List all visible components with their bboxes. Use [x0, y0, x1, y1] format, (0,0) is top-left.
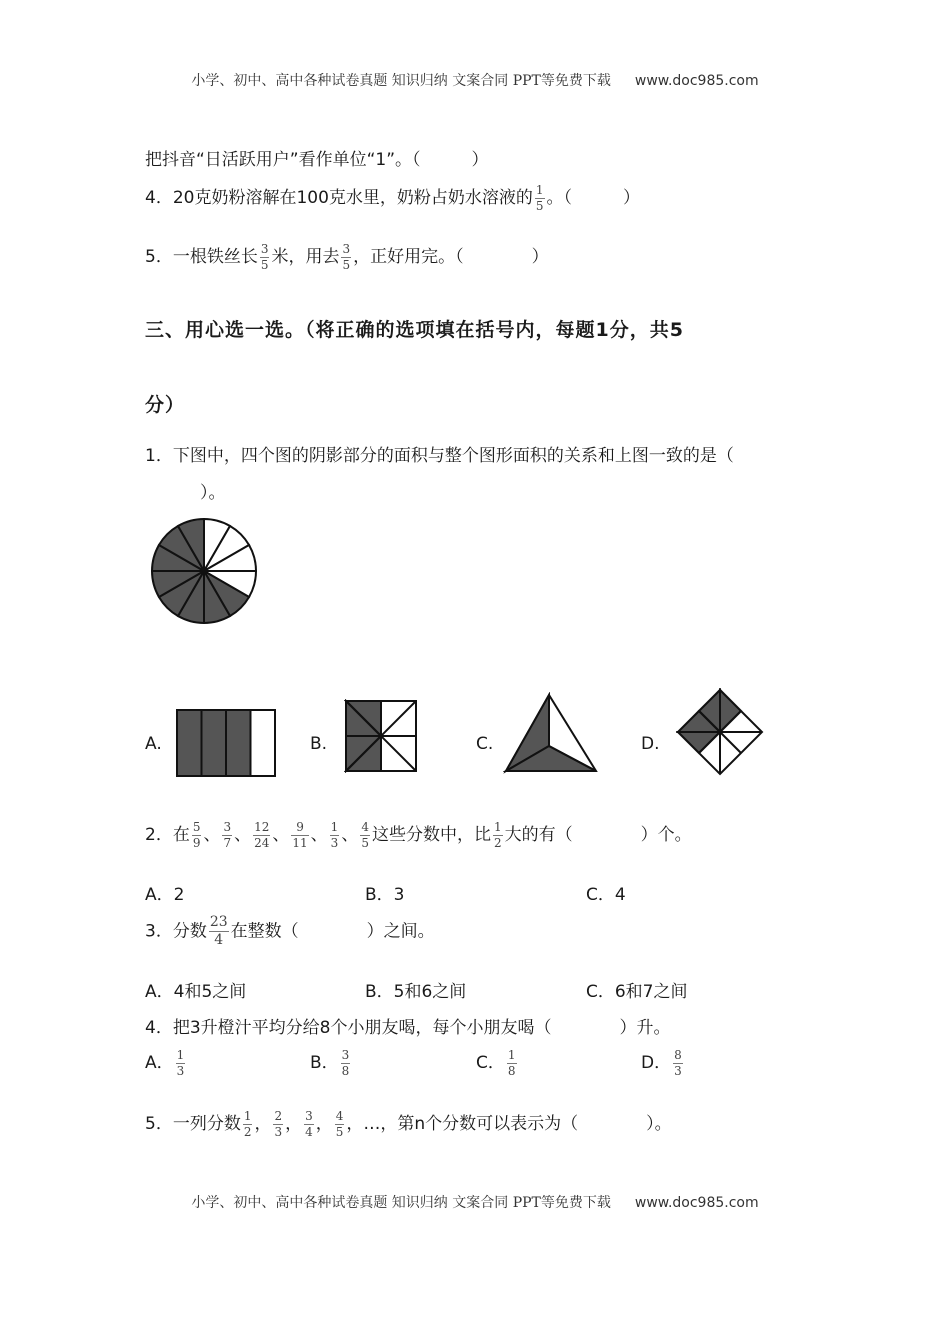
section-3-heading: 三、用心选一选。（将正确的选项填在括号内，每题1分，共5: [145, 319, 684, 341]
section-3-heading-cont: 分）: [145, 394, 186, 416]
q1-option-b-label[interactable]: B.: [310, 734, 328, 754]
fraction: $\frac{3}{5}$: [342, 241, 351, 272]
fraction: $\frac{1}{2}$: [493, 819, 502, 850]
q1-option-d-label[interactable]: D.: [641, 734, 660, 754]
fraction: $\frac{3}{4}$: [305, 1108, 313, 1139]
header-text: 小学、初中、高中各种试卷真题 知识归纳 文案合同 PPT等免费下载: [191, 73, 611, 89]
judge-line-0: 把抖音“日活跃用户”看作单位“1”。（ ）: [145, 150, 489, 170]
square-figure[interactable]: [344, 699, 418, 773]
q3-option-a[interactable]: A．4和5之间: [145, 982, 247, 1002]
q1-option-c-label[interactable]: C.: [476, 734, 494, 754]
q4-post: 。（ ）: [546, 188, 641, 208]
fraction: $\frac{4}{5}$: [335, 1108, 344, 1139]
diamond-figure[interactable]: [676, 688, 764, 776]
fraction: $\frac{1}{5}$: [535, 182, 544, 213]
judge-question-4: [145, 183, 640, 213]
footer-url[interactable]: www.doc985.com: [634, 1195, 759, 1211]
triangle-figure[interactable]: [503, 692, 599, 774]
q2-option-a[interactable]: A．2: [145, 885, 185, 905]
fraction: $\frac{5}{9}$: [192, 819, 201, 850]
fraction: $\frac{8}{3}$: [674, 1047, 682, 1078]
q1-option-a-label[interactable]: A.: [145, 734, 162, 754]
rectangle-figure[interactable]: [175, 708, 277, 778]
fraction: $\frac{1}{8}$: [507, 1047, 516, 1078]
choice-q5: 5．一列分数 $\frac{1}{2}$ ， $\frac{2}{3}$ ， $\frac{3}{4}$ ， $\frac{4}{5}$ ，…，第n个分数可以表示为（ ）。: [145, 1108, 672, 1139]
page-header: [0, 70, 950, 90]
q3-option-c[interactable]: C．6和7之间: [586, 982, 688, 1002]
circle-figure: [148, 515, 260, 627]
q4-option-d[interactable]: D． $\frac{8}{3}$: [641, 1047, 682, 1078]
q4-option-a[interactable]: A． $\frac{1}{3}$: [145, 1047, 185, 1078]
choice-q1-line2: ）。: [200, 483, 226, 503]
choice-q3: 3．分数 $\frac{23}{4}$ 在整数（ ）之间。: [145, 914, 435, 948]
fraction: $\frac{2}{3}$: [274, 1108, 283, 1139]
choice-q1-line1: 1．下图中，四个图的阴影部分的面积与整个图形面积的关系和上图一致的是（: [145, 446, 734, 466]
fraction: $\frac{3}{7}$: [223, 819, 232, 850]
q4-pre: 4．20克奶粉溶解在100克水里，奶粉占奶水溶液的: [145, 188, 533, 208]
fraction: $\frac{9}{11}$: [292, 819, 308, 850]
fraction: $\frac{1}{2}$: [243, 1108, 252, 1139]
q4-option-b[interactable]: B． $\frac{3}{8}$: [310, 1047, 350, 1078]
fraction: $\frac{3}{8}$: [341, 1047, 350, 1078]
judge-question-5: 5．一根铁丝长 $\frac{3}{5}$ 米，用去 $\frac{3}{5}$ ，正好用完。（ ）: [145, 241, 549, 272]
fraction: $\frac{23}{4}$: [209, 914, 228, 948]
fraction: $\frac{12}{24}$: [254, 819, 270, 850]
header-url[interactable]: www.doc985.com: [634, 73, 759, 89]
choice-q2: 2．在 $\frac{5}{9}$ 、 $\frac{3}{7}$ 、 $\frac{12}{24}$ 、 $\frac{9}{11}$ 、 $\frac{1}{3}$ 、 $\frac{4}{5}$ 这些分数中，比 $\frac{1}{2}$ 大的有（ ）个。: [145, 819, 692, 850]
choice-q4: 4．把3升橙汁平均分给8个小朋友喝，每个小朋友喝（ ）升。: [145, 1018, 671, 1038]
fraction: $\frac{1}{3}$: [330, 819, 339, 850]
q2-option-b[interactable]: B．3: [365, 885, 405, 905]
q2-option-c[interactable]: C．4: [586, 885, 626, 905]
page-footer: [0, 1192, 950, 1212]
q4-option-c[interactable]: C． $\frac{1}{8}$: [476, 1047, 516, 1078]
q3-option-b[interactable]: B．5和6之间: [365, 982, 467, 1002]
footer-text: 小学、初中、高中各种试卷真题 知识归纳 文案合同 PPT等免费下载: [191, 1195, 611, 1211]
fraction: $\frac{4}{5}$: [361, 819, 369, 850]
fraction: $\frac{1}{3}$: [176, 1047, 185, 1078]
fraction: $\frac{3}{5}$: [260, 241, 269, 272]
